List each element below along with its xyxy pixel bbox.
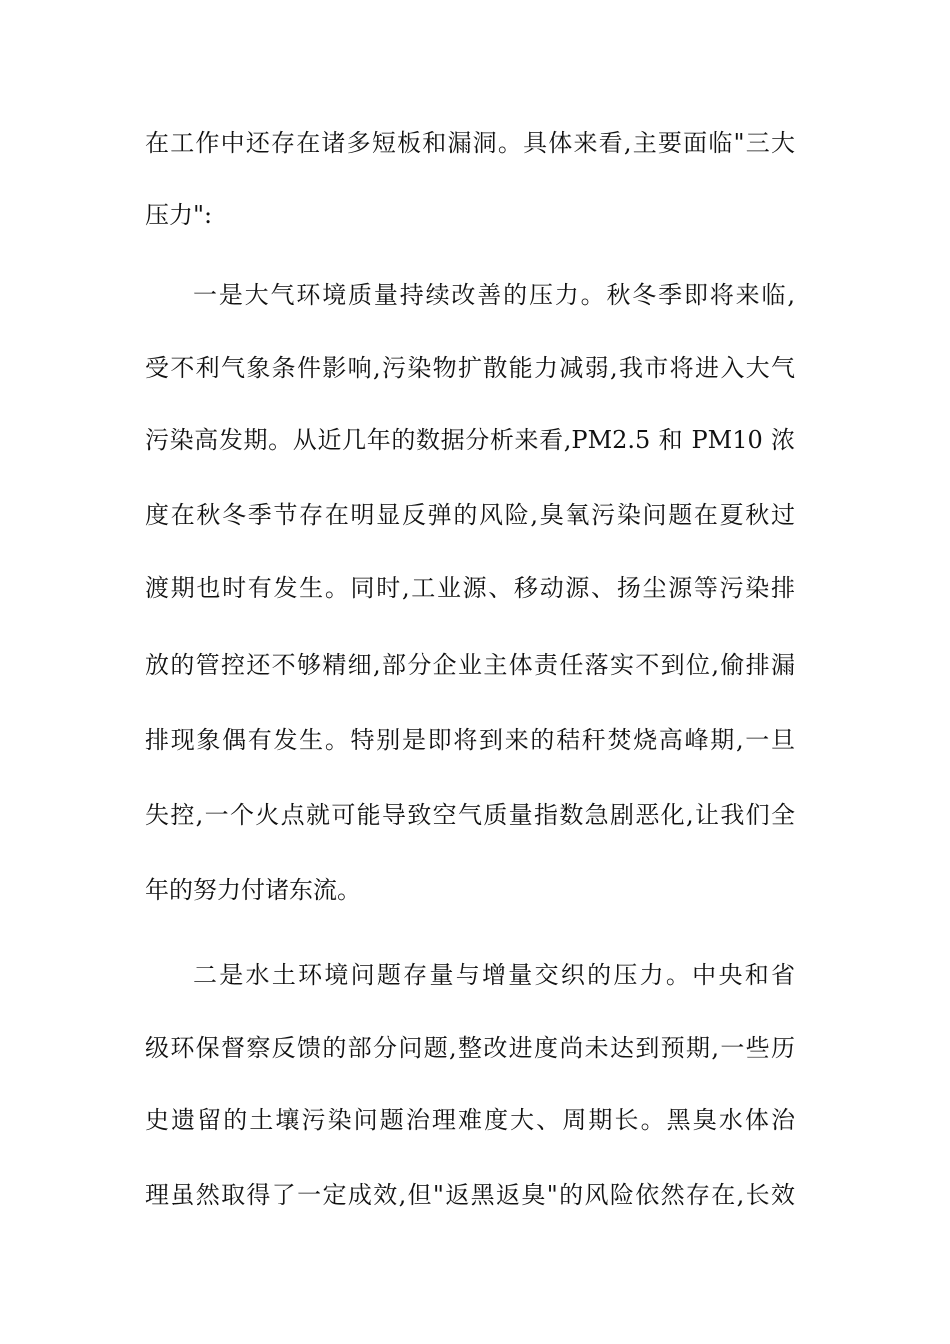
text-line: 年的努力付诸东流。 [145,876,361,904]
text-line: 级环保督察反馈的部分问题,整改进度尚未达到预期,一些历 [145,1034,795,1062]
text-line: 放的管控还不够精细,部分企业主体责任落实不到位,偷排漏 [145,651,795,679]
text-line: 渡期也时有发生。同时,工业源、移动源、扬尘源等污染排 [145,574,795,602]
text-line: 理虽然取得了一定成效,但"返黑返臭"的风险依然存在,长效 [145,1181,795,1209]
text-line: 在工作中还存在诸多短板和漏洞。具体来看,主要面临"三大 [145,129,795,157]
text-line: 史遗留的土壤污染问题治理难度大、周期长。黑臭水体治 [145,1106,795,1134]
text-line: 压力": [145,201,213,229]
text-line: 受不利气象条件影响,污染物扩散能力减弱,我市将进入大气 [145,354,795,382]
text-line: 污染高发期。从近几年的数据分析来看,PM2.5 和 PM10 浓 [145,426,795,454]
text-line: 一是大气环境质量持续改善的压力。秋冬季即将来临, [193,281,795,309]
text-line: 失控,一个火点就可能导致空气质量指数急剧恶化,让我们全 [145,801,795,829]
text-line: 排现象偶有发生。特别是即将到来的秸秆焚烧高峰期,一旦 [145,726,795,754]
text-line: 度在秋冬季节存在明显反弹的风险,臭氧污染问题在夏秋过 [145,501,795,529]
text-line: 二是水土环境问题存量与增量交织的压力。中央和省 [193,961,795,989]
